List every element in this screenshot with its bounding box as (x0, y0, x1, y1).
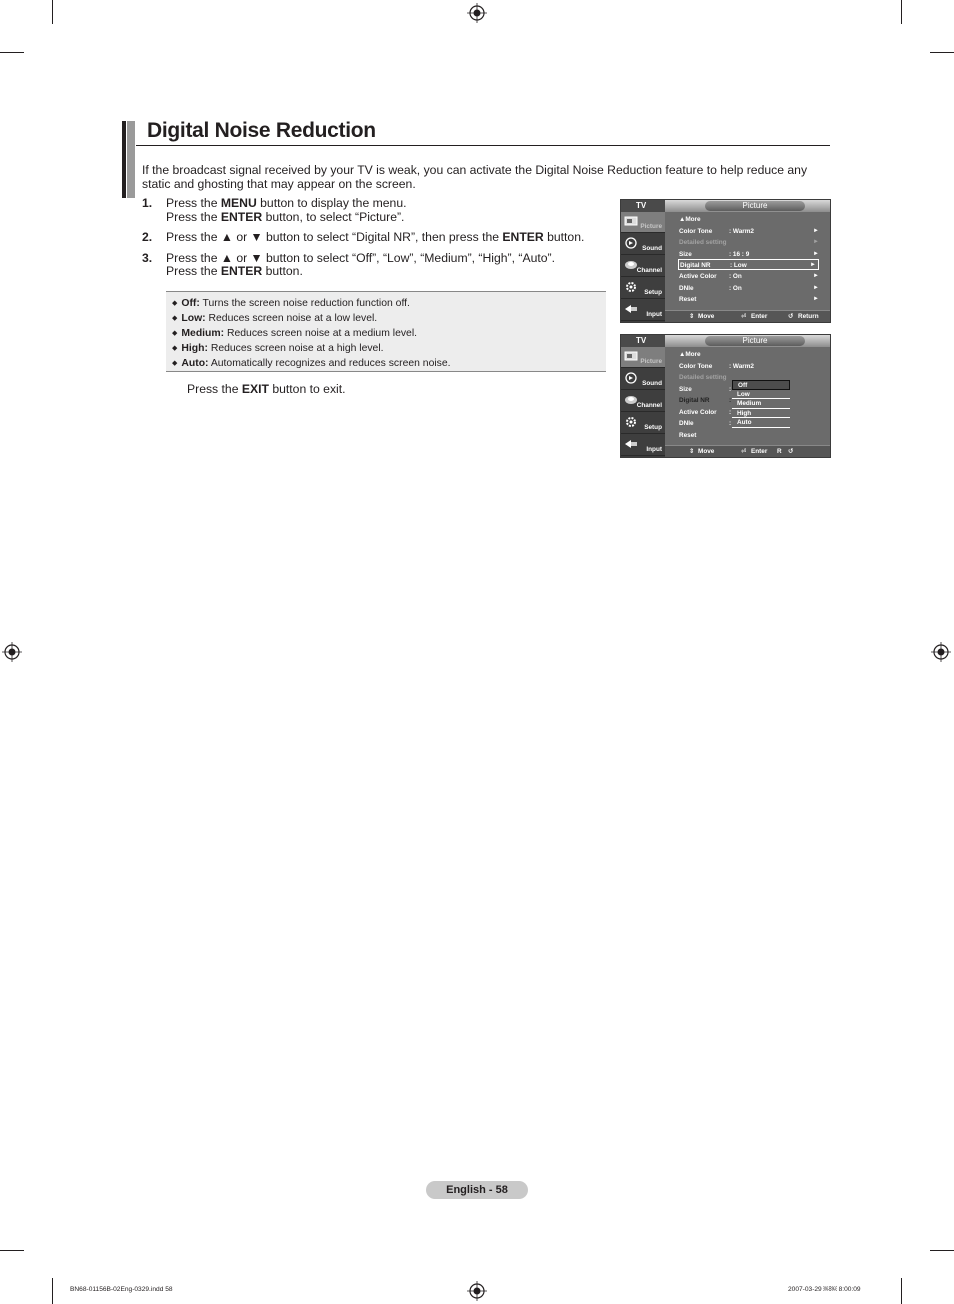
sidebar-item-channel[interactable]: Channel (621, 391, 665, 412)
arrow-right-icon: ► (813, 273, 819, 279)
page-title: Digital Noise Reduction (147, 119, 376, 142)
option-medium[interactable]: Medium (732, 399, 790, 409)
options-notes-box (166, 291, 606, 372)
bullet-diamond-icon: ◆ (172, 345, 178, 352)
menu-item-digital-nr[interactable]: Digital NR : (679, 397, 732, 404)
move-icon: ⇕ (689, 313, 695, 320)
registration-mark-icon (2, 642, 22, 662)
sound-icon (624, 372, 638, 384)
sidebar-item-channel[interactable]: Channel (621, 256, 665, 277)
digital-nr-dropdown[interactable] (732, 380, 790, 428)
menu-footer: ⇕ Move ⏎ Enter ↺ Return (665, 310, 830, 322)
arrow-right-icon: ► (813, 227, 819, 234)
title-underline (136, 145, 830, 146)
menu-sidebar (621, 212, 665, 322)
menu-item-more[interactable]: ▲More (679, 351, 701, 358)
menu-item-detailed-setting[interactable]: Detailed setting ► (679, 239, 819, 246)
list-item: ◆ Medium: Reduces screen noise at a medium level. (172, 328, 418, 339)
arrow-right-icon: ► (813, 250, 819, 257)
sidebar-item-sound[interactable]: Sound (621, 234, 665, 255)
menu-title: Picture (705, 336, 805, 346)
page-number-badge: English - 58 (426, 1181, 528, 1199)
sidebar-item-input[interactable]: Input (621, 300, 665, 321)
list-item: ◆ High: Reduces screen noise at a high level. (172, 343, 384, 354)
menu-item-reset[interactable]: Reset ► (679, 296, 819, 303)
menu-item-dnie[interactable]: DNIe : On ► (679, 284, 819, 292)
option-low[interactable]: Low (732, 390, 790, 400)
list-item: ◆ Off: Turns the screen noise reduction function off. (172, 298, 410, 309)
crop-mark (0, 52, 24, 53)
crop-mark (930, 52, 954, 53)
menu-item-active-color[interactable]: Active Color : On ► (679, 273, 819, 280)
enter-icon: ⏎ (741, 448, 747, 455)
menu-item-more[interactable]: ▲More (679, 216, 701, 223)
step-1: 1. Press the MENU button to display the menu. Press the ENTER button, to select “Picture”. (142, 196, 407, 224)
crop-mark (52, 0, 53, 24)
sidebar-item-sound[interactable]: Sound (621, 369, 665, 390)
sound-icon (624, 237, 638, 249)
crop-mark (930, 1250, 954, 1251)
title-accent-bars (122, 121, 136, 198)
menu-item-detailed-setting[interactable]: Detailed setting (679, 374, 727, 381)
return-icon: ↺ (788, 313, 794, 320)
enter-icon: ⏎ (741, 313, 747, 320)
list-item: ◆ Low: Reduces screen noise at a low level. (172, 313, 378, 324)
tv-menu-screenshot-2 (620, 334, 831, 458)
gear-icon (624, 281, 638, 293)
option-off[interactable]: Off (732, 380, 790, 390)
crop-mark (901, 1278, 902, 1304)
step-3: 3. Press the ▲ or ▼ button to select “Off”, “Low”, “Medium”, “High”, “Auto”. Press the ENTER button. (142, 250, 555, 278)
steps-list (142, 197, 592, 286)
menu-item-size[interactable]: Size : (679, 385, 732, 393)
bullet-diamond-icon: ◆ (172, 330, 178, 337)
move-icon: ⇕ (689, 448, 695, 455)
sidebar-item-picture[interactable]: Picture (621, 347, 665, 368)
menu-item-dnie[interactable]: DNIe : (679, 420, 732, 427)
tv-menu-screenshot-1 (620, 199, 831, 323)
menu-item-reset[interactable]: Reset (679, 431, 697, 439)
input-icon (624, 438, 638, 450)
arrow-right-icon: ► (810, 262, 816, 268)
gear-icon (624, 416, 638, 428)
option-high[interactable]: High (732, 409, 790, 419)
registration-mark-icon (467, 3, 487, 23)
tv-label: TV (621, 335, 665, 347)
menu-header (665, 200, 830, 212)
menu-content (665, 212, 830, 310)
option-auto[interactable]: Auto (732, 418, 790, 428)
list-item: ◆ Auto: Automatically recognizes and reduces screen noise. (172, 358, 451, 369)
menu-item-digital-nr[interactable]: Digital NR : Low ► (678, 259, 819, 270)
crop-mark (901, 0, 902, 24)
bullet-diamond-icon: ◆ (172, 315, 178, 322)
print-slug-filename: BN68-01156B-02Eng-0329.indd 58 (70, 1286, 173, 1293)
bullet-diamond-icon: ◆ (172, 360, 178, 367)
crop-mark (0, 1250, 24, 1251)
sidebar-item-setup[interactable]: Setup (621, 278, 665, 299)
return-icon: ↺ (788, 448, 794, 455)
arrow-right-icon: ► (813, 284, 819, 291)
exit-instruction: Press the EXIT button to exit. (187, 382, 346, 396)
menu-item-color-tone[interactable]: Color Tone : Warm2 (679, 362, 754, 370)
menu-header (665, 335, 830, 347)
input-icon (624, 303, 638, 315)
crop-mark (52, 1278, 53, 1304)
sidebar-item-input[interactable]: Input (621, 435, 665, 456)
menu-item-active-color[interactable]: Active Color : (679, 408, 732, 416)
menu-item-color-tone[interactable]: Color Tone : Warm2 ► (679, 227, 819, 235)
registration-mark-icon (467, 1281, 487, 1301)
sidebar-item-setup[interactable]: Setup (621, 413, 665, 434)
arrow-right-icon: ► (813, 239, 819, 245)
sidebar-item-picture[interactable]: Picture (621, 212, 665, 233)
picture-icon (624, 215, 638, 227)
bullet-diamond-icon: ◆ (172, 300, 178, 307)
menu-footer: ⇕ Move ⏎ Enter R ↺ (665, 445, 830, 457)
menu-item-size[interactable]: Size : 16 : 9 ► (679, 250, 819, 258)
print-slug-timestamp: 2007-03-29 ￼￼ 8:00:09 (788, 1286, 861, 1293)
menu-title: Picture (705, 201, 805, 211)
menu-sidebar (621, 347, 665, 457)
arrow-right-icon: ► (813, 296, 819, 302)
tv-label: TV (621, 200, 665, 212)
picture-icon (624, 350, 638, 362)
step-2: 2. Press the ▲ or ▼ button to select “Digital NR”, then press the ENTER button. (142, 230, 585, 244)
registration-mark-icon (931, 642, 951, 662)
intro-paragraph: If the broadcast signal received by your TV is weak, you can activate the Digital Noise Reduction feature to help reduce any static and ghosting that may appear on the screen. (142, 163, 808, 191)
